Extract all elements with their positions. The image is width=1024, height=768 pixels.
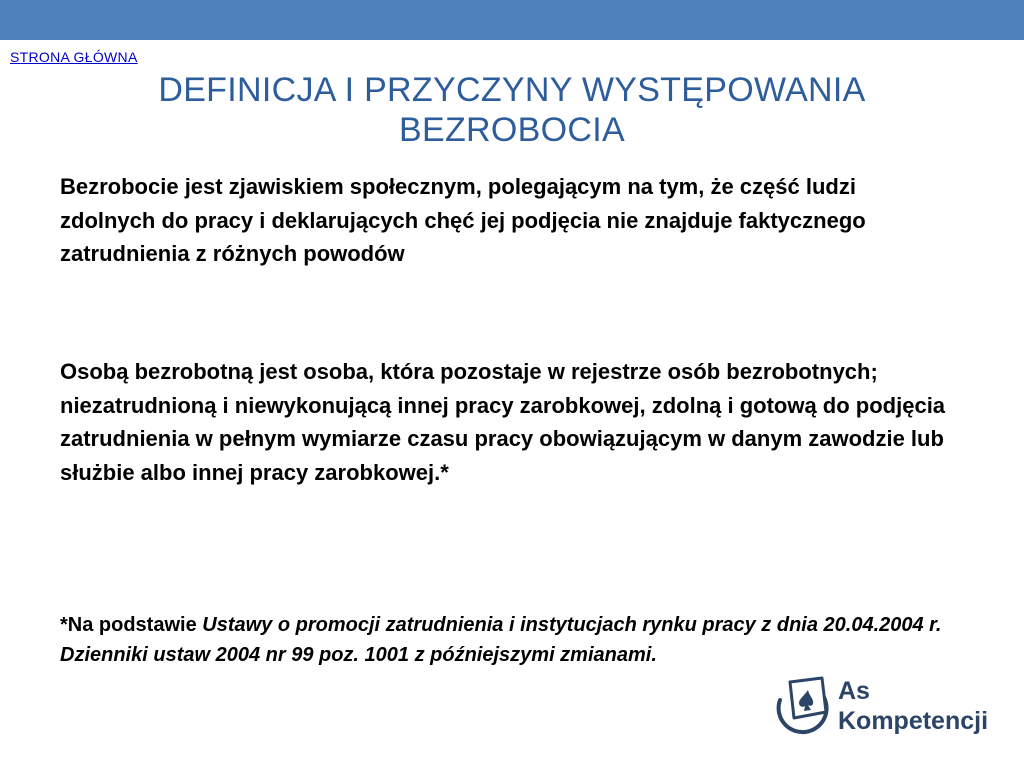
- footnote-prefix: *Na podstawie: [60, 614, 203, 636]
- logo-line-2: Kompetencji: [838, 707, 989, 735]
- logo-line-1: As: [838, 677, 870, 705]
- home-link[interactable]: STRONA GŁÓWNA: [10, 49, 138, 65]
- page-title: [0, 70, 1024, 150]
- unemployed-person-paragraph: Osobą bezrobotną jest osoba, która pozostaje w rejestrze osób bezrobotnych; niezatrudnioną i niewykonującą innej pracy zarobkowej, zdolną i gotową do podjęcia zatrudnienia w pełnym wymiarze czasu pracy obowiązującym w danym zawodzie lub służbie albo innej pracy zarobkowej.*: [60, 359, 946, 485]
- top-accent-band: [0, 0, 1024, 40]
- legal-footnote: [60, 610, 960, 670]
- spade-card-icon: [770, 672, 834, 742]
- logo-wordmark: [838, 676, 988, 736]
- as-kompetencji-logo: [770, 672, 1000, 742]
- page-title-line-2: BEZROBOCIA: [399, 111, 625, 149]
- page-title-line-1: DEFINICJA I PRZYCZYNY WYSTĘPOWANIA: [158, 71, 866, 109]
- footnote-act-reference: Ustawy o promocji zatrudnienia i instytucjach rynku pracy z dnia 20.04.2004 r. Dzienniki ustaw 2004 nr 99 poz. 1001 z późniejszymi zmianami.: [60, 614, 942, 666]
- definition-paragraph: Bezrobocie jest zjawiskiem społecznym, polegającym na tym, że część ludzi zdolnych do pracy i deklarujących chęć jej podjęcia nie znajduje faktycznego zatrudnienia z różnych powodów: [60, 174, 866, 266]
